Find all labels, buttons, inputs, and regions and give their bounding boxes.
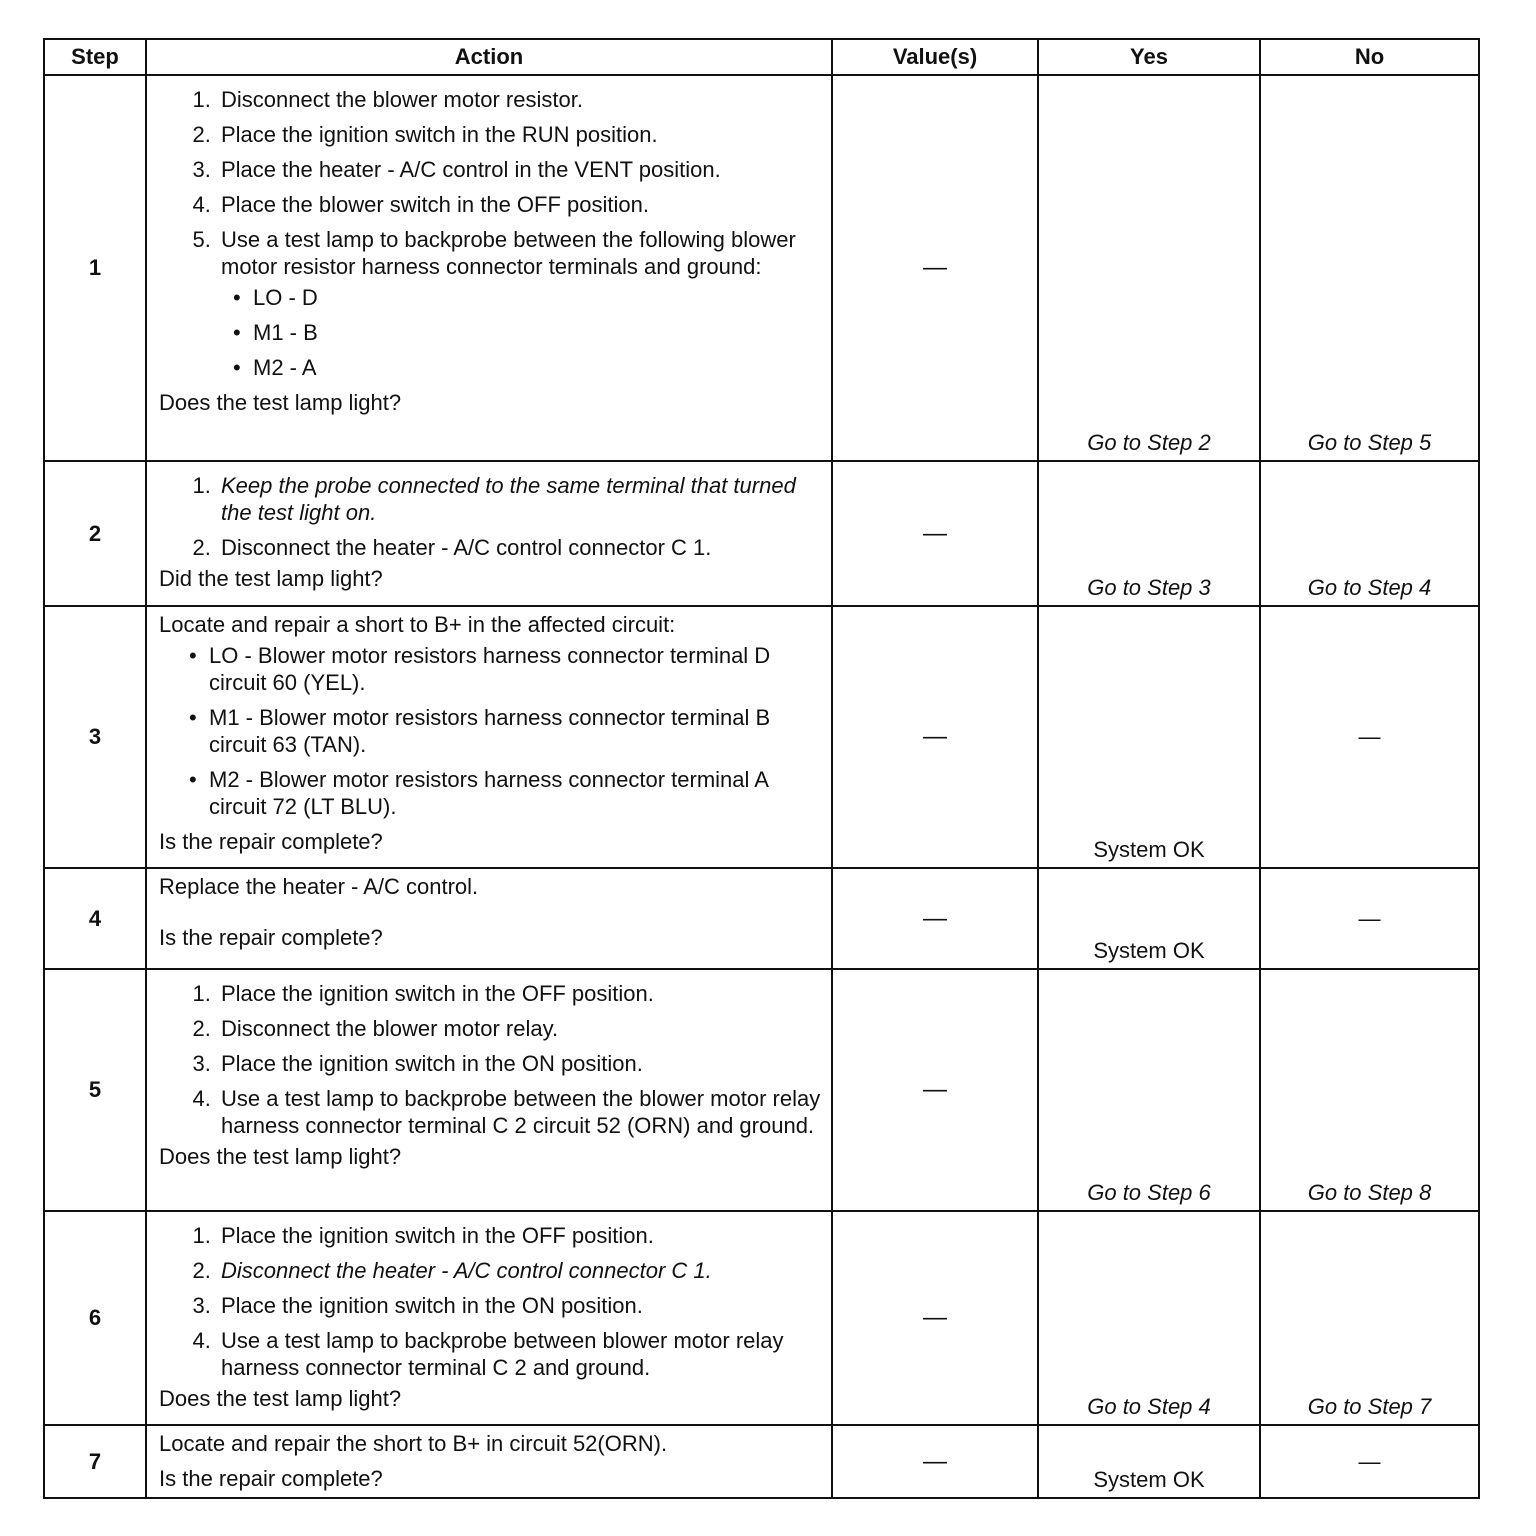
yes-cell: [1038, 461, 1260, 606]
list-item: 5. Use a test lamp to backprobe between the following blower motor resistor harness connector terminals and ground:: [217, 226, 821, 280]
bullet-item: • M1 - B: [253, 319, 821, 346]
no-result: Go to Step 4: [1307, 575, 1432, 600]
values-cell: —: [832, 969, 1038, 1211]
bullet-item: • M1 - Blower motor resistors harness connector terminal B circuit 63 (TAN).: [209, 704, 821, 758]
table-row: [44, 969, 1479, 1211]
table-row: [44, 868, 1479, 969]
values-cell: —: [832, 1425, 1038, 1498]
no-result: Go to Step 7: [1307, 1394, 1432, 1419]
question-text: Does the test lamp light?: [159, 390, 402, 415]
table-row: [44, 1211, 1479, 1425]
no-cell: —: [1260, 606, 1479, 868]
question-text: Is the repair complete?: [159, 925, 383, 950]
bullet-item: • M2 - A: [253, 354, 821, 381]
yes-cell: [1038, 75, 1260, 461]
question-text: Is the repair complete?: [159, 1466, 383, 1491]
header-step: Step: [44, 39, 146, 75]
list-item: 3. Place the ignition switch in the ON position.: [217, 1292, 821, 1319]
step-number: 5: [44, 969, 146, 1211]
table-row: [44, 1425, 1479, 1498]
list-item-text: Disconnect the heater - A/C control connector C 1.: [221, 1258, 712, 1283]
step-number: 6: [44, 1211, 146, 1425]
values-cell: —: [832, 606, 1038, 868]
step-number: 1: [44, 75, 146, 461]
action-cell: [146, 606, 832, 868]
table-row: [44, 606, 1479, 868]
yes-result: Go to Step 6: [1087, 1180, 1211, 1205]
values-cell: —: [832, 75, 1038, 461]
action-cell: [146, 1425, 832, 1498]
values-cell: —: [832, 868, 1038, 969]
intro-text: Locate and repair the short to B+ in circuit 52(ORN).: [159, 1431, 668, 1456]
yes-result: System OK: [1093, 837, 1205, 862]
bullet-item: • LO - Blower motor resistors harness connector terminal D circuit 60 (YEL).: [209, 642, 821, 696]
yes-cell: [1038, 606, 1260, 868]
values-cell: —: [832, 461, 1038, 606]
no-cell: [1260, 461, 1479, 606]
action-cell: [146, 868, 832, 969]
yes-result: Go to Step 3: [1087, 575, 1211, 600]
list-item: 4. Place the blower switch in the OFF position.: [217, 191, 821, 218]
header-yes: Yes: [1038, 39, 1260, 75]
bullet-item: • M2 - Blower motor resistors harness connector terminal A circuit 72 (LT BLU).: [209, 766, 821, 820]
list-item: [217, 472, 821, 526]
no-cell: [1260, 75, 1479, 461]
list-item: [217, 1257, 821, 1284]
list-item: 1. Place the ignition switch in the OFF position.: [217, 1222, 821, 1249]
yes-result: System OK: [1093, 1467, 1205, 1492]
values-cell: —: [832, 1211, 1038, 1425]
header-action: Action: [146, 39, 832, 75]
no-result: Go to Step 8: [1307, 1180, 1432, 1205]
header-values: Value(s): [832, 39, 1038, 75]
step-number: 7: [44, 1425, 146, 1498]
list-item: 2. Disconnect the blower motor relay.: [217, 1015, 821, 1042]
header-no: No: [1260, 39, 1479, 75]
yes-cell: [1038, 1211, 1260, 1425]
table-row: [44, 461, 1479, 606]
step-number: 2: [44, 461, 146, 606]
list-item: 4. Use a test lamp to backprobe between the blower motor relay harness connector terminal C 2 circuit 52 (ORN) and ground.: [217, 1085, 821, 1139]
no-cell: [1260, 969, 1479, 1211]
list-item: 2. Place the ignition switch in the RUN position.: [217, 121, 821, 148]
action-cell: [146, 969, 832, 1211]
table-row: [44, 75, 1479, 461]
list-item: 1. Place the ignition switch in the OFF position.: [217, 980, 821, 1007]
yes-result: System OK: [1093, 938, 1205, 963]
action-cell: [146, 75, 832, 461]
list-item: 3. Place the ignition switch in the ON position.: [217, 1050, 821, 1077]
question-text: Does the test lamp light?: [159, 1386, 402, 1411]
yes-result: Go to Step 4: [1087, 1394, 1211, 1419]
no-cell: —: [1260, 868, 1479, 969]
yes-result: Go to Step 2: [1087, 430, 1211, 455]
list-item: 1. Disconnect the blower motor resistor.: [217, 86, 821, 113]
question-text: Is the repair complete?: [159, 829, 383, 854]
list-item: 3. Place the heater - A/C control in the VENT position.: [217, 156, 821, 183]
yes-cell: [1038, 1425, 1260, 1498]
spacer: [159, 900, 821, 922]
action-cell: [146, 1211, 832, 1425]
list-item: 4. Use a test lamp to backprobe between blower motor relay harness connector terminal C 2 and ground.: [217, 1327, 821, 1381]
intro-text: Replace the heater - A/C control.: [159, 874, 479, 899]
intro-text: Locate and repair a short to B+ in the affected circuit:: [159, 612, 676, 637]
step-number: 4: [44, 868, 146, 969]
question-text: Did the test lamp light?: [159, 566, 383, 591]
action-cell: [146, 461, 832, 606]
list-item: 2. Disconnect the heater - A/C control connector C 1.: [217, 534, 821, 561]
bullet-item: • LO - D: [253, 284, 821, 311]
yes-cell: [1038, 969, 1260, 1211]
question-text: Does the test lamp light?: [159, 1144, 402, 1169]
header-row: [44, 39, 1479, 75]
no-cell: —: [1260, 1425, 1479, 1498]
yes-cell: [1038, 868, 1260, 969]
no-result: Go to Step 5: [1307, 430, 1432, 455]
step-number: 3: [44, 606, 146, 868]
diagnostic-table: [43, 38, 1480, 1499]
no-cell: [1260, 1211, 1479, 1425]
list-item-text: Keep the probe connected to the same terminal that turned the test light on.: [221, 473, 796, 525]
